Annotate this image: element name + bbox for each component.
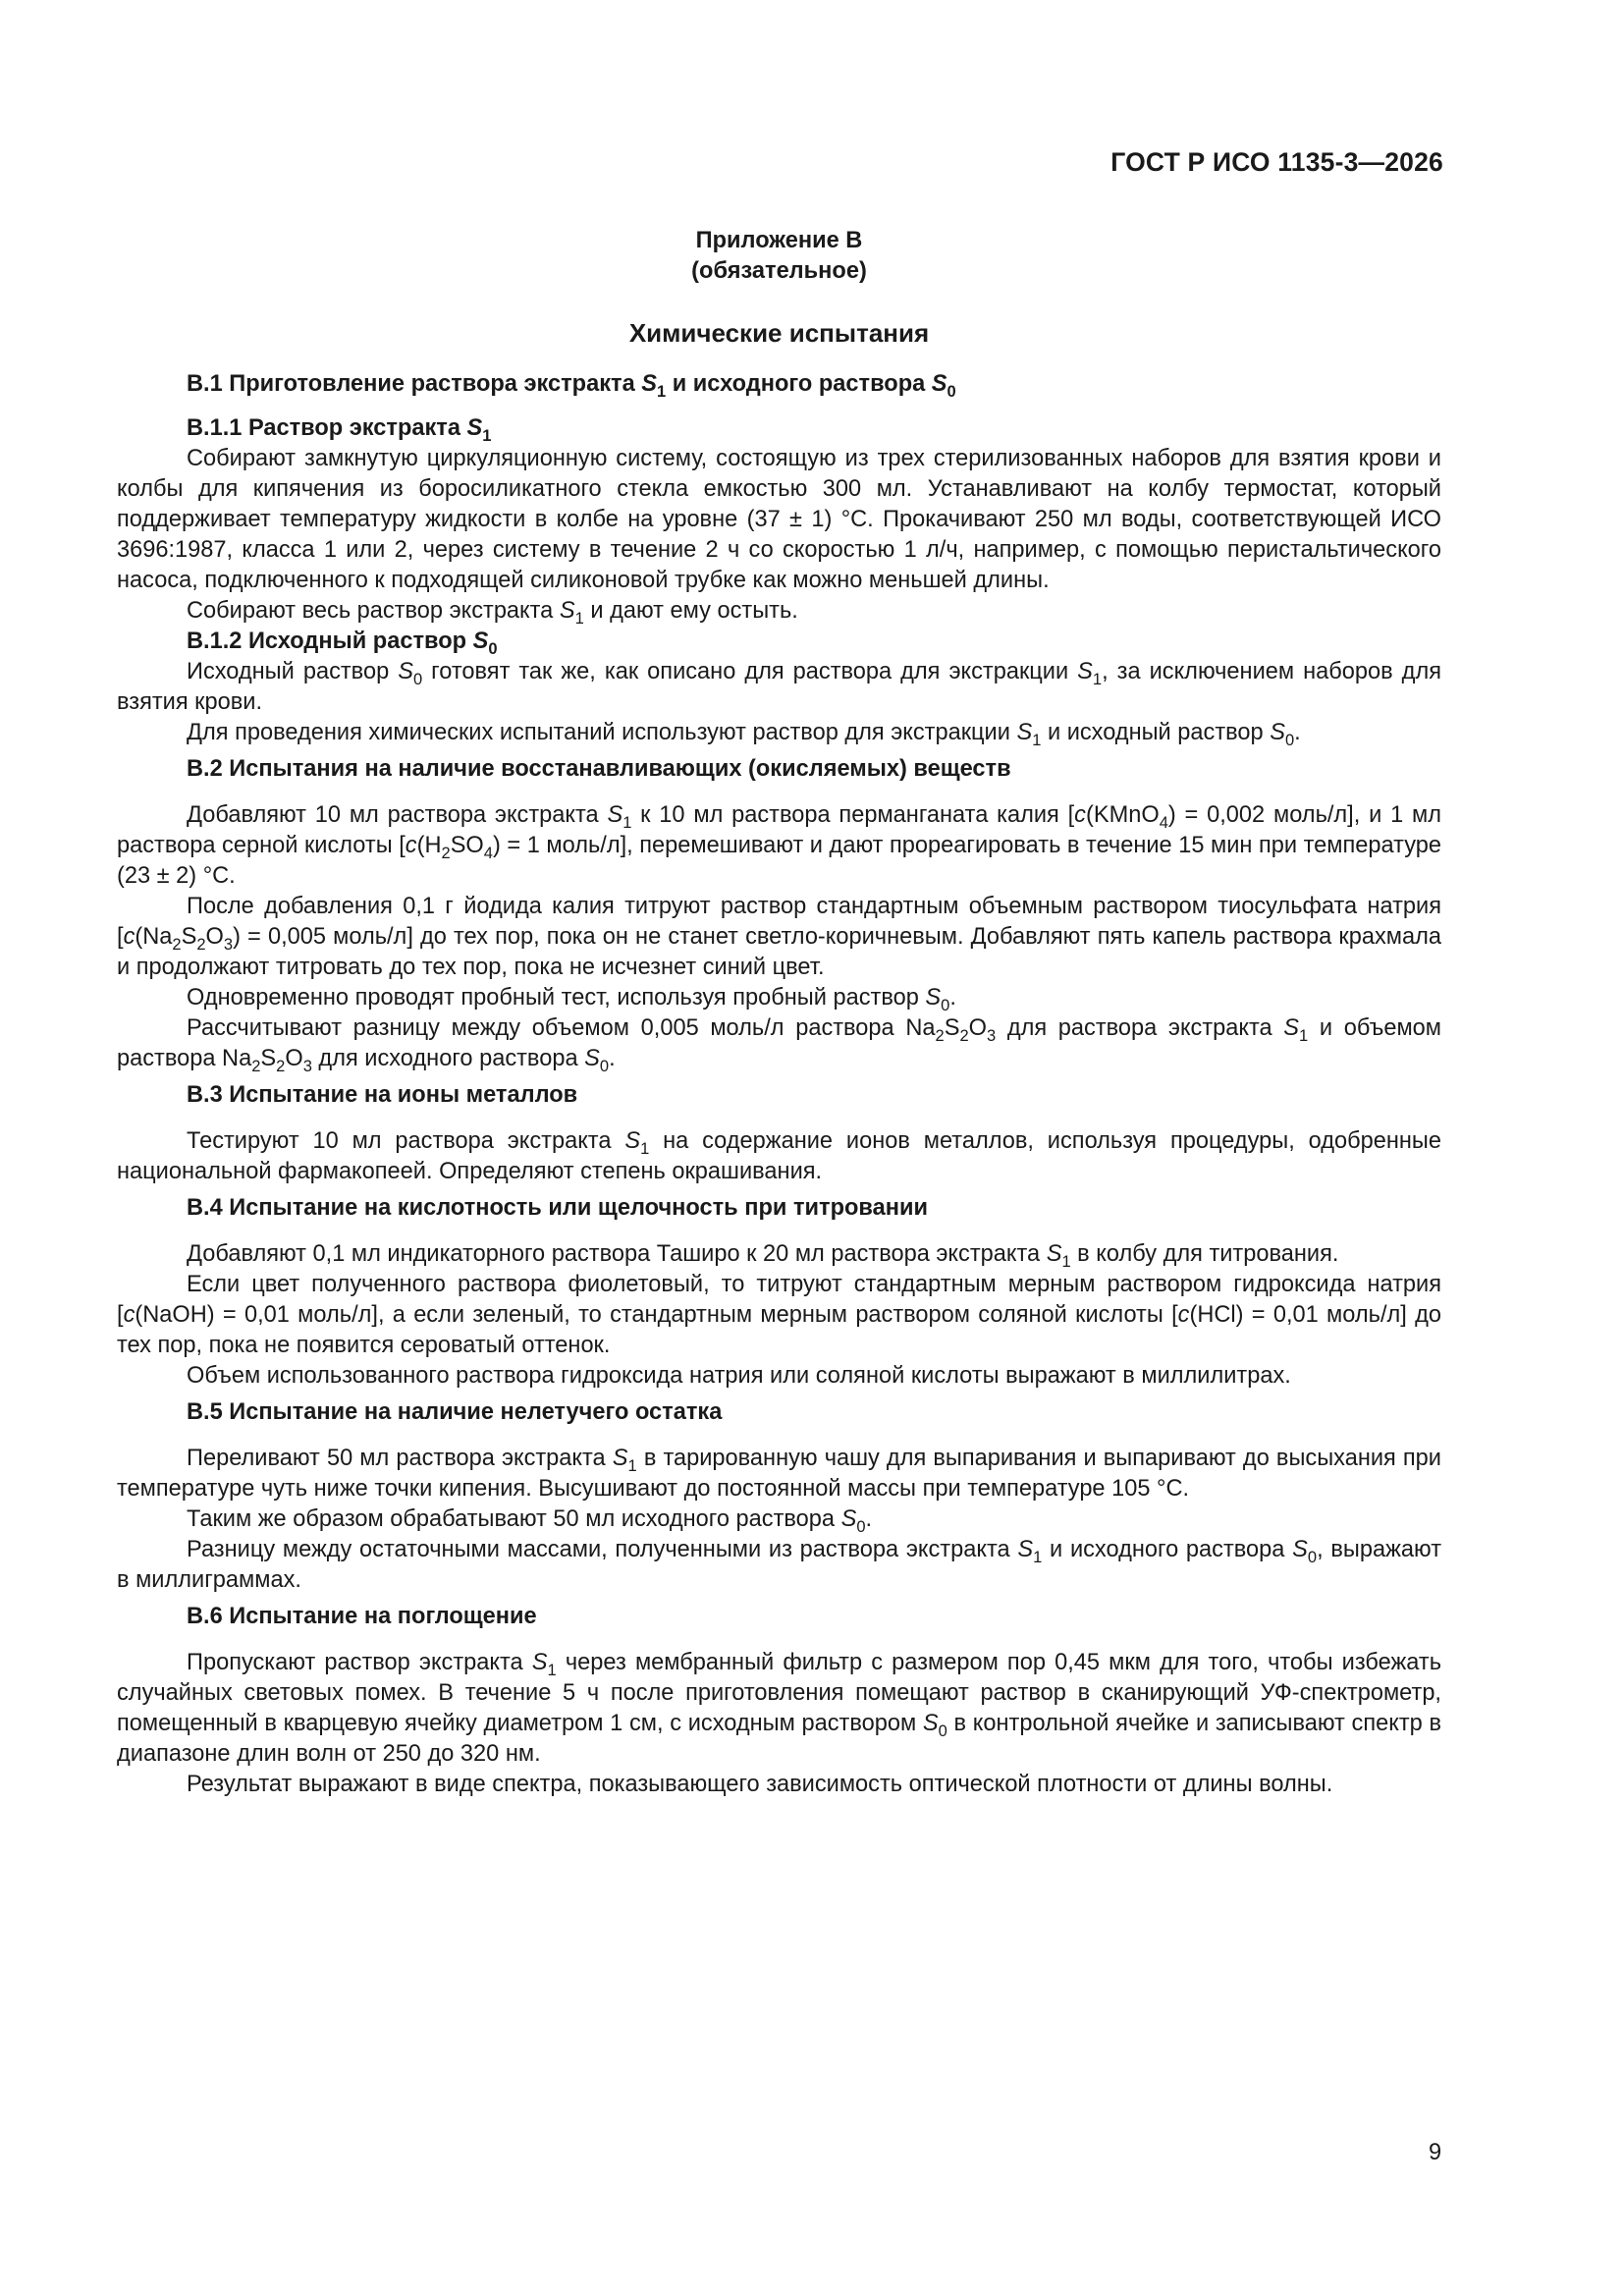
page-content [117, 226, 1441, 1800]
annex-status: (обязательное) [691, 258, 867, 284]
annex-heading: Химические испытания [628, 318, 930, 348]
paragraph: Таким же образом обрабатывают 50 мл исходного раствора $S_0$. [187, 1506, 873, 1536]
section-b2-title: В.2 Испытания на наличие восстанавливающих (окисляемых) веществ [187, 756, 1011, 782]
paragraph: Рассчитывают разницу между объемом 0,005 моль/л раствора $Na_2S_2O_3$ для раствора экстракта $S_1$ и объемом раствора $Na_2S_2O_3$ для исходного раствора $S_0$. [117, 1015, 1442, 1075]
paragraph: Пропускают раствор экстракта $S_1$ через мембранный фильтр с размером пор 0,45 мкм для того, чтобы избежать случайных световых помех. В течение 5 ч после приготовления помещают раствор в сканирующий УФ-спектрометр, помещенный в кварцевую ячейку диаметром 1 см, с исходным раствором $S_0$ в контрольной ячейке и записывают спектр в диапазоне длин волн от 250 до 320 нм. [117, 1650, 1441, 1767]
paragraph: Если цвет полученного раствора фиолетовый, то титруют стандартным мерным раствором гидроксида натрия [c(NaOH) = 0,01 моль/л], а если зеленый, то стандартным мерным раствором соляной кислоты [c(HCl) = 0,01 моль/л] до тех пор, пока не появится сероватый оттенок. [117, 1272, 1441, 1358]
section-b5-title: В.5 Испытание на наличие нелетучего остатка [187, 1399, 723, 1425]
paragraph: Собирают замкнутую циркуляционную систему, состоящую из трех стерилизованных наборов для взятия крови и колбы для кипячения из боросиликатного стекла емкостью 300 мл. Устанавливают на колбу термостат, который поддерживает температуру жидкости в колбе на уровне (37 ± 1) °С. Прокачивают 250 мл воды, соответствующей ИСО 3696:1987, класса 1 или 2, через систему в течение 2 ч со скоростью 1 л/ч, например, с помощью перистальтического насоса, подключенного к подходящей силиконовой трубке как можно меньшей длины. [117, 446, 1441, 593]
paragraph: Исходный раствор $S_0$ готовят так же, как описано для раствора для экстракции $S_1$, за исключением наборов для взятия крови. [117, 659, 1441, 715]
paragraph: Разницу между остаточными массами, полученными из раствора экстракта $S_1$ и исходного раствора $S_0$, выражают в миллиграммах. [117, 1537, 1442, 1593]
section-b6-title: В.6 Испытание на поглощение [187, 1604, 537, 1629]
paragraph: Тестируют 10 мл раствора экстракта $S_1$ на содержание ионов металлов, используя процедуры, одобренные национальной фармакопеей. Определяют степень окрашивания. [117, 1128, 1441, 1184]
section-b1-title: В.1 Приготовление раствора экстракта $S_1$ и исходного раствора $S_0$ [187, 371, 956, 401]
section-b4-title: В.4 Испытание на кислотность или щелочность при титровании [187, 1195, 928, 1221]
paragraph: После добавления 0,1 г йодида калия титруют раствор стандартным объемным раствором тиосульфата натрия [$c(Na_2S_2O_3) = 0,005$ моль/л] до тех пор, пока он не станет светло-коричневым. Добавляют пять капель раствора крахмала и продолжают титровать до тех пор, пока не исчезнет синий цвет. [117, 894, 1441, 980]
paragraph: Объем использованного раствора гидроксида натрия или соляной кислоты выражают в миллилитрах. [187, 1363, 1291, 1389]
paragraph: Добавляют 0,1 мл индикаторного раствора Таширо к 20 мл раствора экстракта $S_1$ в колбу для титрования. [187, 1241, 1339, 1271]
paragraph: Собирают весь раствор экстракта $S_1$ и дают ему остыть. [187, 598, 798, 628]
section-b12-title: В.1.2 Исходный раствор $S_0$ [187, 629, 498, 658]
paragraph: Переливают 50 мл раствора экстракта $S_1$ в тарированную чашу для выпаривания и выпаривают до высыхания при температуре чуть ниже точки кипения. Высушивают до постоянной массы при температуре 105 °С. [117, 1446, 1441, 1502]
section-b11-title: В.1.1 Раствор экстракта $S_1$ [187, 415, 492, 445]
paragraph: Для проведения химических испытаний используют раствор для экстракции $S_1$ и исходный раствор $S_0$. [187, 720, 1301, 749]
paragraph: Одновременно проводят пробный тест, используя пробный раствор $S_0$. [187, 985, 956, 1014]
annex-title: Приложение В [695, 228, 863, 253]
paragraph: Добавляют 10 мл раствора экстракта $S_1$ к 10 мл раствора перманганата калия [c(KMnO$_4$) = 0,002 моль/л], и 1 мл раствора серной кислоты [$c(H_2SO_4) = 1$ моль/л], перемешивают и дают прореагировать в течение 15 мин при температуре (23 ± 2) °С. [117, 802, 1441, 889]
paragraph: Результат выражают в виде спектра, показывающего зависимость оптической плотности от длины волны. [187, 1772, 1333, 1797]
section-b3-title: В.3 Испытание на ионы металлов [187, 1082, 578, 1108]
document-code: ГОСТ Р ИСО 1135-3—2026 [1110, 147, 1443, 177]
page-number: 9 [1429, 2140, 1442, 2165]
